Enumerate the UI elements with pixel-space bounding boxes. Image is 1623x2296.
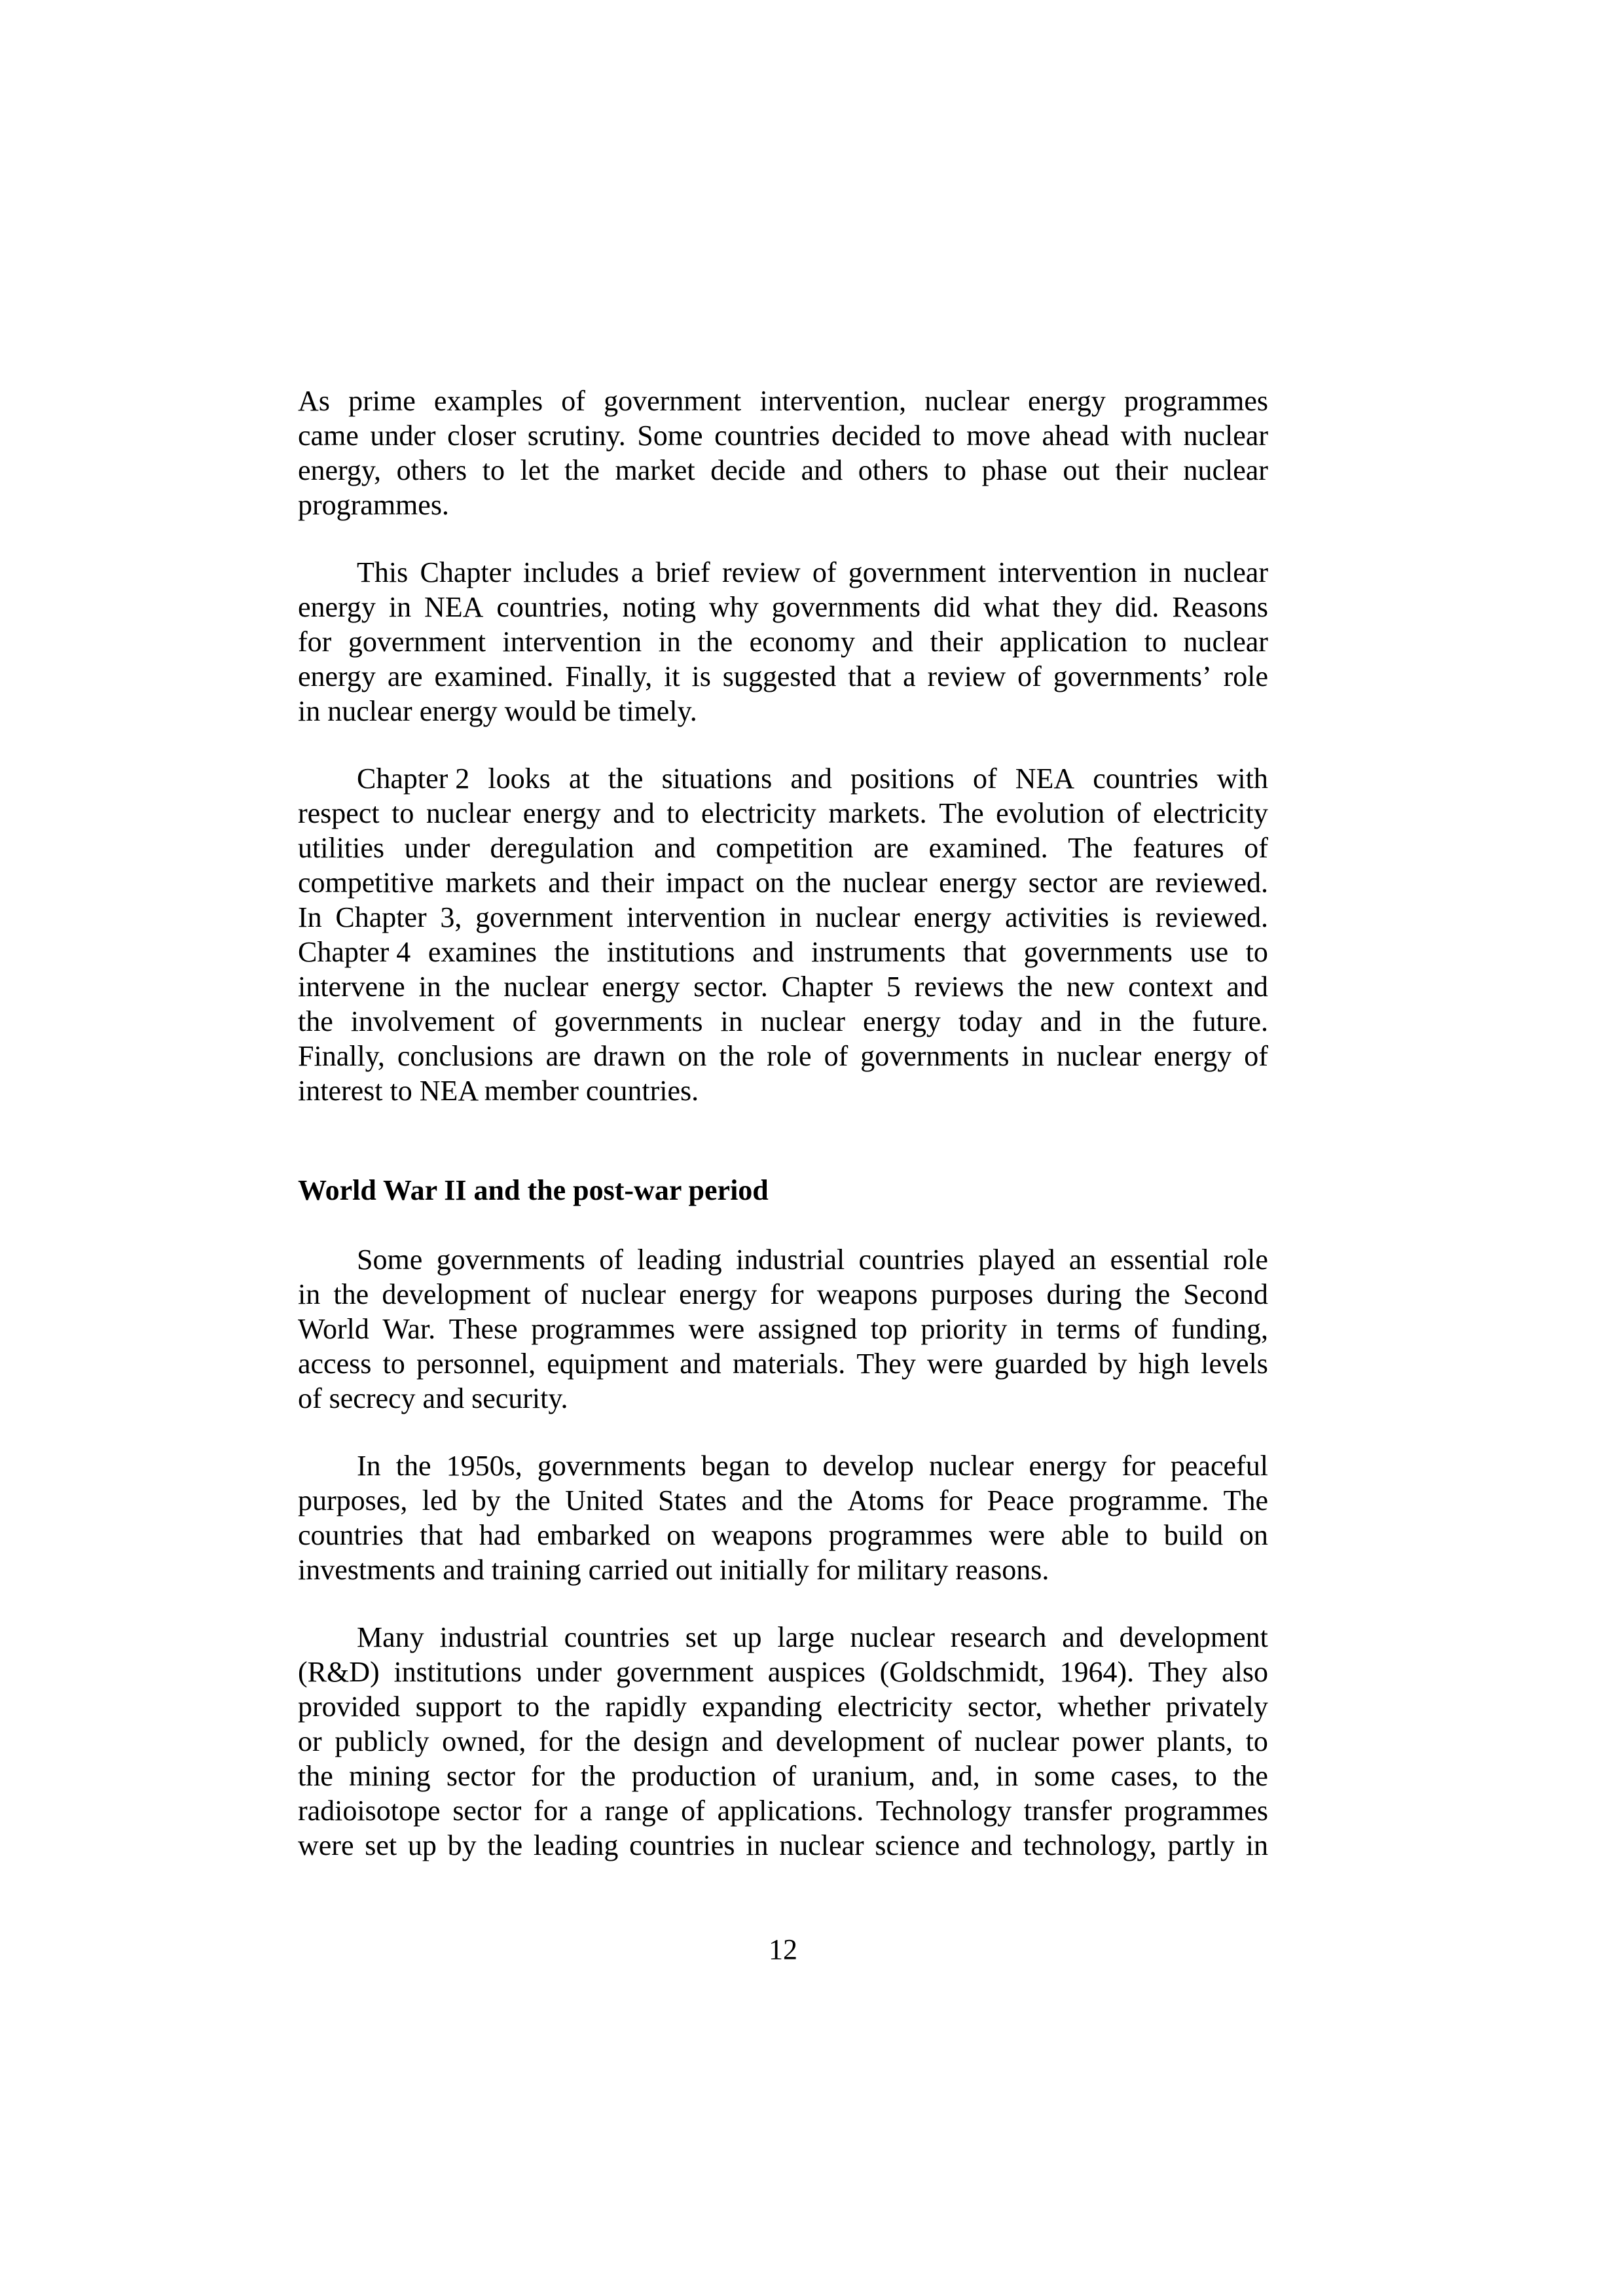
text-line: radioisotope sector for a range of applications. Technology transfer programmes	[298, 1795, 1268, 1827]
text-line: intervene in the nuclear energy sector. Chapter 5 reviews the new context and	[298, 971, 1268, 1003]
paragraph	[298, 384, 1268, 522]
text-line: As prime examples of government intervention, nuclear energy programmes	[298, 385, 1268, 417]
text-line: access to personnel, equipment and materials. They were guarded by high levels	[298, 1348, 1268, 1380]
text-line: competitive markets and their impact on the nuclear energy sector are reviewed.	[298, 867, 1268, 899]
text-line: In the 1950s, governments began to develop nuclear energy for peaceful	[357, 1450, 1268, 1482]
paragraph	[298, 555, 1268, 728]
text-line: respect to nuclear energy and to electricity markets. The evolution of electricity	[298, 797, 1268, 829]
text-line: countries that had embarked on weapons programmes were able to build on	[298, 1519, 1268, 1551]
text-line: energy are examined. Finally, it is suggested that a review of governments’ role	[298, 660, 1268, 692]
text-line: for government intervention in the economy and their application to nuclear	[298, 626, 1268, 658]
text-line: This Chapter includes a brief review of government intervention in nuclear	[357, 556, 1268, 588]
text-column	[298, 384, 1268, 1863]
text-line: Chapter 2 looks at the situations and positions of NEA countries with	[357, 762, 1268, 795]
text-line: In Chapter 3, government intervention in nuclear energy activities is reviewed.	[298, 901, 1268, 933]
text-line: interest to NEA member countries.	[298, 1075, 699, 1107]
text-line: Chapter 4 examines the institutions and instruments that governments use to	[298, 936, 1268, 968]
text-line: the involvement of governments in nuclear energy today and in the future.	[298, 1005, 1268, 1037]
text-line: the mining sector for the production of uranium, and, in some cases, to the	[298, 1760, 1268, 1792]
page-body	[298, 384, 1268, 1967]
text-line: Many industrial countries set up large nuclear research and development	[357, 1621, 1268, 1653]
paragraph	[298, 1448, 1268, 1587]
text-line: or publicly owned, for the design and development of nuclear power plants, to	[298, 1725, 1268, 1757]
text-line: investments and training carried out initially for military reasons.	[298, 1554, 1049, 1586]
text-line: energy in NEA countries, noting why governments did what they did. Reasons	[298, 591, 1268, 623]
text-line: of secrecy and security.	[298, 1382, 568, 1414]
text-line: programmes.	[298, 489, 449, 521]
text-line: provided support to the rapidly expanding electricity sector, whether privately	[298, 1691, 1268, 1723]
paragraph	[298, 1620, 1268, 1863]
text-line: in the development of nuclear energy for weapons purposes during the Second	[298, 1278, 1268, 1310]
text-line: Finally, conclusions are drawn on the role of governments in nuclear energy of	[298, 1040, 1268, 1072]
paragraph	[298, 1242, 1268, 1416]
text-line: purposes, led by the United States and the Atoms for Peace programme. The	[298, 1484, 1268, 1516]
section-heading: World War II and the post-war period	[298, 1174, 769, 1206]
text-line: World War. These programmes were assigned top priority in terms of funding,	[298, 1313, 1268, 1345]
text-line: came under closer scrutiny. Some countries decided to move ahead with nuclear	[298, 420, 1268, 452]
page-number: 12	[769, 1933, 797, 1965]
text-line: Some governments of leading industrial countries played an essential role	[357, 1244, 1268, 1276]
text-line: were set up by the leading countries in nuclear science and technology, partly in	[298, 1829, 1268, 1861]
page-footer	[298, 1932, 1268, 1967]
text-line: in nuclear energy would be timely.	[298, 695, 697, 727]
paragraph	[298, 761, 1268, 1108]
text-line: utilities under deregulation and competition are examined. The features of	[298, 832, 1268, 864]
text-line: (R&D) institutions under government auspices (Goldschmidt, 1964). They also	[298, 1656, 1268, 1688]
text-line: energy, others to let the market decide and others to phase out their nuclear	[298, 454, 1268, 486]
